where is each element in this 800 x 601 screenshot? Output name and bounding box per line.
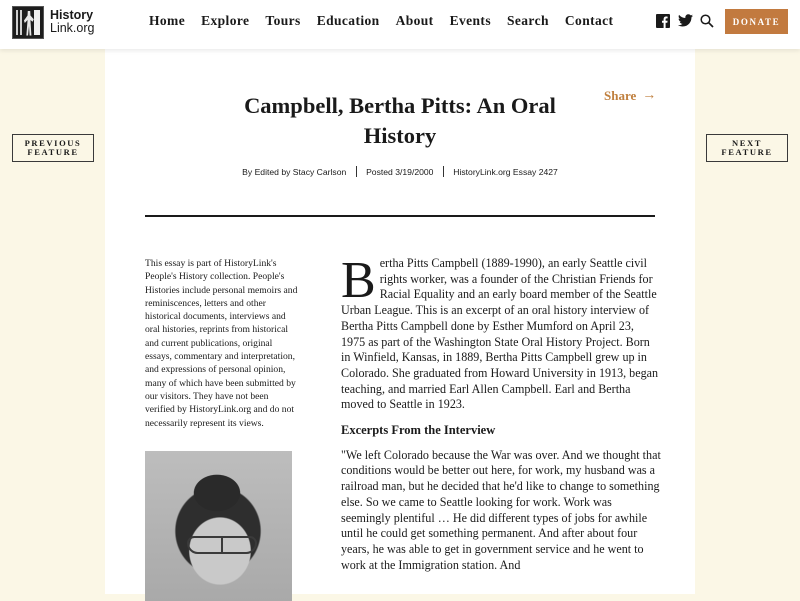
arrow-right-icon: → (642, 88, 657, 103)
bertha-pitts-campbell-photo[interactable] (145, 451, 292, 601)
nav-events[interactable]: Events (449, 13, 491, 28)
previous-feature-button[interactable] (12, 134, 94, 162)
nav-home[interactable]: Home (149, 13, 186, 28)
peoples-history-note: This essay is part of HistoryLink's People's History collection. People's Histories include personal memoirs and reminiscences, letters and other historical documents, interviews and oral histories, reprints from historical and current publications, original essays, commentary and interpretation, and expressions of personal opinion, many of which have been submitted by our visitors. They have not been verified by HistoryLink.org and do not necessarily represent its views. (145, 258, 298, 429)
article-content (105, 49, 695, 594)
nav-contact[interactable]: Contact (564, 13, 614, 28)
share-label: Share (604, 88, 637, 103)
next-feature-label-2: FEATURE (721, 147, 773, 157)
previous-feature-label-1: PREVIOUS (24, 137, 82, 148)
nav-about[interactable]: About (395, 13, 434, 28)
essay-number: HistoryLink.org Essay 2427 (453, 167, 558, 177)
article-meta (105, 166, 695, 177)
logo-text: History Link.org (50, 8, 95, 35)
nav-tours[interactable]: Tours (265, 13, 301, 28)
search-icon[interactable] (700, 14, 714, 28)
photo-detail (187, 536, 257, 554)
drop-cap: B (341, 252, 376, 309)
historylink-logo[interactable] (12, 5, 94, 39)
logo-mark-icon (12, 6, 44, 39)
main-nav (149, 13, 629, 29)
meta-separator (356, 166, 357, 177)
article-body (341, 252, 661, 583)
site-header (0, 0, 800, 49)
next-feature-label-1: NEXT (731, 137, 763, 148)
previous-feature-label-2: FEATURE (27, 147, 79, 157)
social-links (656, 14, 714, 28)
meta-separator (443, 166, 444, 177)
nav-education[interactable]: Education (316, 13, 380, 28)
title-divider (145, 215, 655, 217)
donate-button[interactable]: DONATE (725, 9, 788, 34)
twitter-icon[interactable] (678, 14, 692, 28)
share-button[interactable] (604, 88, 656, 104)
section-heading: Excerpts From the Interview (341, 423, 496, 438)
quote-paragraph: "We left Colorado because the War was over. And we thought that conditions would be better out here, for work, my husband was a railroad man, but he decided that he'd like to change to something else. So we came to Seattle looking for work. Work was seemingly plentiful … He did different types of jobs for awhile until he could get something permanent. And after about four years, he was able to get in government service and he went to work at the Immigration station. And (341, 447, 661, 572)
next-feature-button[interactable] (706, 134, 788, 162)
page-title: Campbell, Bertha Pitts: An Oral History (244, 93, 556, 148)
intro-text: ertha Pitts Campbell (1889-1990), an early Seattle civil rights worker, was a founder of the Christian Friends for Racial Equality and an early board member of the Seattle Urban League. This is an excerpt of an oral history interview of Bertha Pitts Campbell done by Esther Mumford on April 23, 1975 as part of the Washington State Oral History Project. Born in Winfield, Kansas, in 1889, Bertha Pitts Campbell grew up in Colorado. She graduated from Howard University in 1913, began teaching, and married Earl Allen Campbell. Earl and Bertha moved to Seattle in 1923. (341, 256, 659, 412)
nav-explore[interactable]: Explore (201, 13, 250, 28)
posted-date: Posted 3/19/2000 (366, 167, 434, 177)
author-byline: By Edited by Stacy Carlson (242, 167, 347, 177)
intro-paragraph (341, 252, 661, 413)
nav-search[interactable]: Search (506, 13, 549, 28)
facebook-icon[interactable] (656, 14, 670, 28)
